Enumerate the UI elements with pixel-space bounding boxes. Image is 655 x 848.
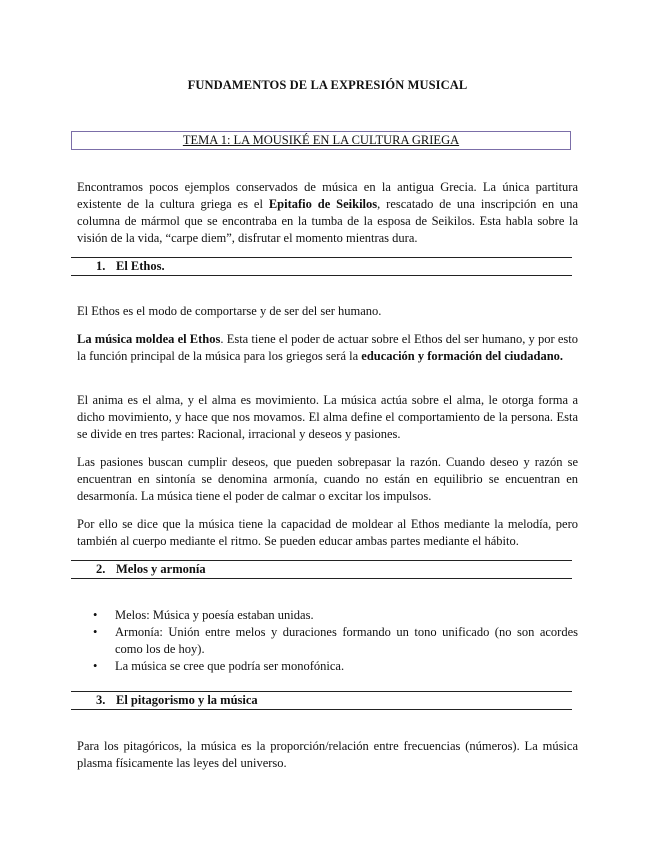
document-title: FUNDAMENTOS DE LA EXPRESIÓN MUSICAL	[187, 78, 468, 92]
list-item: • Melos: Música y poesía estaban unidas.	[93, 608, 314, 622]
section-title: Melos y armonía	[116, 562, 206, 576]
ethos-paragraph-3: El anima es el alma, y el alma es movimiento. La música actúa sobre el alma, le otorga forma a dicho movimiento, y hace que nos movamos. El alma define el comportamiento de la persona. Esta se divide en tres partes: Racional, irracional y deseos y pasiones.	[77, 393, 578, 441]
list-item: • Armonía: Unión entre melos y duraciones formando un tono unificado (no son acordes como los de hoy).	[93, 625, 578, 656]
intro-paragraph: Encontramos pocos ejemplos conservados de música en la antigua Grecia. La única partitura existente de la cultura griega es el Epitafio de Seikilos, rescatado de una inscripción en una columna de mármol que se encontraba en la tumba de la esposa de Seikilos. Esta habla sobre la visión de la vida, “carpe diem”, disfrutar el momento mientras dura.	[77, 180, 578, 245]
section-number: 3.	[96, 693, 106, 707]
ethos-paragraph-1: El Ethos es el modo de comportarse y de ser del ser humano.	[77, 304, 382, 318]
ethos-paragraph-5: Por ello se dice que la música tiene la capacidad de moldear al Ethos mediante la melodía, pero también al cuerpo mediante el ritmo. Se pueden educar ambas partes mediante el hábito.	[77, 517, 578, 548]
bullet-icon: •	[93, 659, 98, 673]
section-number: 1.	[96, 259, 106, 273]
section-heading-pitagorismo	[71, 691, 572, 710]
melos-bullet-list	[77, 607, 578, 675]
list-item: • La música se cree que podría ser monofónica.	[93, 659, 345, 673]
section-title: El Ethos.	[116, 259, 165, 273]
bullet-icon: •	[93, 625, 98, 639]
section-heading-melos	[71, 560, 572, 579]
section-title: El pitagorismo y la música	[116, 693, 258, 707]
tema-heading: TEMA 1: LA MOUSIKÉ EN LA CULTURA GRIEGA	[182, 133, 460, 147]
tema-heading-box	[71, 131, 571, 150]
epitafio-bold: Epitafio de Seikilos	[268, 197, 378, 211]
ethos-paragraph-2: La música moldea el Ethos. Esta tiene el poder de actuar sobre el Ethos del ser humano, y por esto la función principal de la música para los griegos será la educación y formación del ciudadano.	[77, 332, 579, 363]
section-heading-ethos	[71, 257, 572, 276]
bullet-icon: •	[93, 608, 98, 622]
ethos-paragraph-4: Las pasiones buscan cumplir deseos, que pueden sobrepasar la razón. Cuando deseo y razón se encuentran en sintonía se denomina armonía, cuando no están en equilibrio se encuentran en desarmonía. La música tiene el poder de calmar o excitar los impulsos.	[77, 455, 578, 503]
pitagorismo-paragraph: Para los pitagóricos, la música es la proporción/relación entre frecuencias (números). La música plasma físicamente las leyes del universo.	[77, 739, 578, 770]
section-number: 2.	[96, 562, 106, 576]
